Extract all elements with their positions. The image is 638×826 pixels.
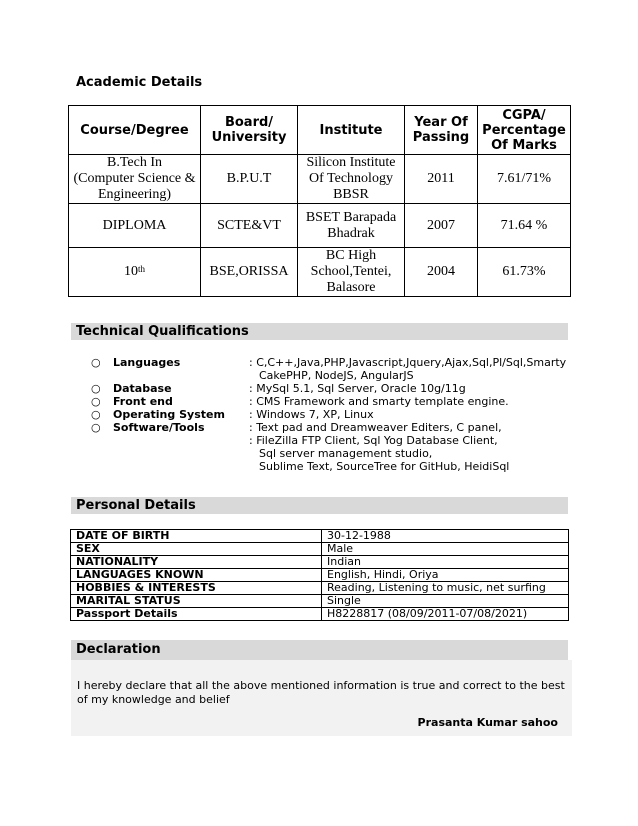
field-value: 30-12-1988	[322, 530, 569, 543]
qual-label: Languages	[113, 356, 181, 369]
bullet-icon: ○	[91, 395, 101, 408]
marks-cell: 71.64 %	[478, 204, 571, 248]
qual-value: : C,C++,Java,PHP,Javascript,Jquery,Ajax,Sql,Pl/Sql,Smarty CakePHP, NodeJS, AngularJS	[249, 356, 567, 382]
personal-table	[70, 529, 569, 621]
qual-value: : MySql 5.1, Sql Server, Oracle 10g/11g	[249, 382, 466, 395]
qual-value: : Windows 7, XP, Linux	[249, 408, 374, 421]
institute-cell: BSET Barapada Bhadrak	[298, 204, 405, 248]
table-row	[71, 608, 569, 621]
field-key: MARITAL STATUS	[71, 595, 322, 608]
field-key: Passport Details	[71, 608, 322, 621]
field-key: SEX	[71, 543, 322, 556]
academic-header-row	[69, 106, 571, 155]
field-value: Reading, Listening to music, net surfing	[322, 582, 569, 595]
qual-label: Database	[113, 382, 172, 395]
col-board: Board/ University	[201, 106, 298, 155]
personal-heading-bar	[71, 497, 568, 514]
field-key: NATIONALITY	[71, 556, 322, 569]
qual-label: Front end	[113, 395, 173, 408]
col-institute: Institute	[298, 106, 405, 155]
superscript: th	[137, 264, 145, 274]
declaration-text: I hereby declare that all the above mentioned information is true and correct to the best of my knowledge and belief	[77, 679, 565, 706]
table-row	[71, 556, 569, 569]
marks-cell: 7.61/71%	[478, 155, 571, 204]
signature-name: Prasanta Kumar sahoo	[417, 716, 558, 729]
board-cell: SCTE&VT	[201, 204, 298, 248]
field-key: LANGUAGES KNOWN	[71, 569, 322, 582]
academic-heading: Academic Details	[76, 75, 203, 90]
field-value: Male	[322, 543, 569, 556]
qual-label: Software/Tools	[113, 421, 205, 434]
field-key: HOBBIES & INTERESTS	[71, 582, 322, 595]
field-value: H8228817 (08/09/2011-07/08/2021)	[322, 608, 569, 621]
bullet-icon: ○	[91, 356, 101, 369]
table-row	[69, 248, 571, 297]
table-row	[71, 595, 569, 608]
course-cell: DIPLOMA	[69, 204, 201, 248]
table-row	[71, 543, 569, 556]
col-marks: CGPA/ Percentage Of Marks	[478, 106, 571, 155]
technical-heading: Technical Qualifications	[76, 324, 249, 339]
col-course: Course/Degree	[69, 106, 201, 155]
year-cell: 2011	[405, 155, 478, 204]
institute-cell: Silicon Institute Of Technology BBSR	[298, 155, 405, 204]
year-cell: 2007	[405, 204, 478, 248]
declaration-heading-bar	[71, 640, 568, 660]
year-cell: 2004	[405, 248, 478, 297]
qual-value: : CMS Framework and smarty template engine.	[249, 395, 509, 408]
qual-value: : Text pad and Dreamweaver Editers, C panel, : FileZilla FTP Client, Sql Yog Database Client, Sql server management studio, Sublime Text, SourceTree for GitHub, HeidiSql	[249, 421, 510, 473]
table-row	[71, 569, 569, 582]
col-year: Year Of Passing	[405, 106, 478, 155]
marks-cell: 61.73%	[478, 248, 571, 297]
qual-label: Operating System	[113, 408, 225, 421]
institute-cell: BC High School,Tentei, Balasore	[298, 248, 405, 297]
course-cell: B.Tech In (Computer Science & Engineering)	[69, 155, 201, 204]
course-cell: 10th	[69, 248, 201, 297]
field-key: DATE OF BIRTH	[71, 530, 322, 543]
board-cell: B.P.U.T	[201, 155, 298, 204]
bullet-icon: ○	[91, 408, 101, 421]
table-row	[71, 530, 569, 543]
academic-table	[68, 105, 571, 297]
field-value: English, Hindi, Oriya	[322, 569, 569, 582]
declaration-heading: Declaration	[76, 642, 161, 657]
field-value: Indian	[322, 556, 569, 569]
bullet-icon: ○	[91, 382, 101, 395]
bullet-icon: ○	[91, 421, 101, 434]
field-value: Single	[322, 595, 569, 608]
personal-heading: Personal Details	[76, 498, 196, 513]
board-cell: BSE,ORISSA	[201, 248, 298, 297]
technical-heading-bar	[71, 323, 568, 340]
table-row	[69, 204, 571, 248]
table-row	[71, 582, 569, 595]
table-row	[69, 155, 571, 204]
